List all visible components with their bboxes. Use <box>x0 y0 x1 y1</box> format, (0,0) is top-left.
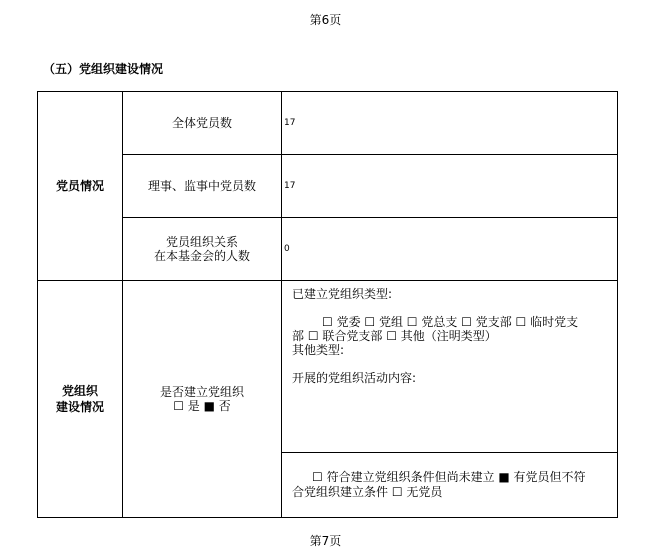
org-types-options-line2[interactable]: 部 ☐ 联合党支部 ☐ 其他（注明类型） <box>292 329 497 343</box>
org-conditions-cell <box>282 453 618 518</box>
org-established-options <box>123 399 281 413</box>
org-types-cell <box>282 281 618 453</box>
org-category-line1: 党组织 <box>61 384 98 398</box>
affiliated-members-label-cell <box>123 218 282 281</box>
total-members-value: 17 <box>282 92 618 155</box>
board-members-label: 理事、监事中党员数 <box>123 155 282 218</box>
affiliated-members-label-line2: 在本基金会的人数 <box>153 249 250 263</box>
org-category-cell <box>38 281 123 518</box>
board-members-value: 17 <box>282 155 618 218</box>
affiliated-members-value: 0 <box>282 218 618 281</box>
org-established-question-cell <box>123 281 282 518</box>
members-category-label: 党员情况 <box>55 179 104 193</box>
option-yes-checkbox[interactable]: ☐ 是 <box>173 399 200 413</box>
affiliated-members-label-line1: 党员组织关系 <box>165 235 238 249</box>
total-members-label: 全体党员数 <box>123 92 282 155</box>
page-number-top: 第6页 <box>309 13 342 27</box>
activities-label: 开展的党组织活动内容: <box>292 371 417 385</box>
members-category-cell <box>38 92 123 281</box>
option-no-checkbox[interactable]: ■ 否 <box>203 399 231 413</box>
page-number-bottom: 第7页 <box>309 534 342 548</box>
org-types-options-line1[interactable]: ☐ 党委 ☐ 党组 ☐ 党总支 ☐ 党支部 ☐ 临时党支 <box>322 315 579 329</box>
org-category-line2: 建设情况 <box>55 400 104 414</box>
org-established-question: 是否建立党组织 <box>159 385 244 399</box>
conditions-options-line1[interactable]: ☐ 符合建立党组织条件但尚未建立 ■ 有党员但不符 <box>312 470 586 484</box>
other-types-label: 其他类型: <box>292 343 345 357</box>
established-types-label: 已建立党组织类型: <box>292 287 393 301</box>
conditions-options-line2[interactable]: 合党组织建立条件 ☐ 无党员 <box>292 485 443 499</box>
section-title: （五）党组织建设情况 <box>43 62 164 76</box>
party-info-table <box>37 91 618 518</box>
